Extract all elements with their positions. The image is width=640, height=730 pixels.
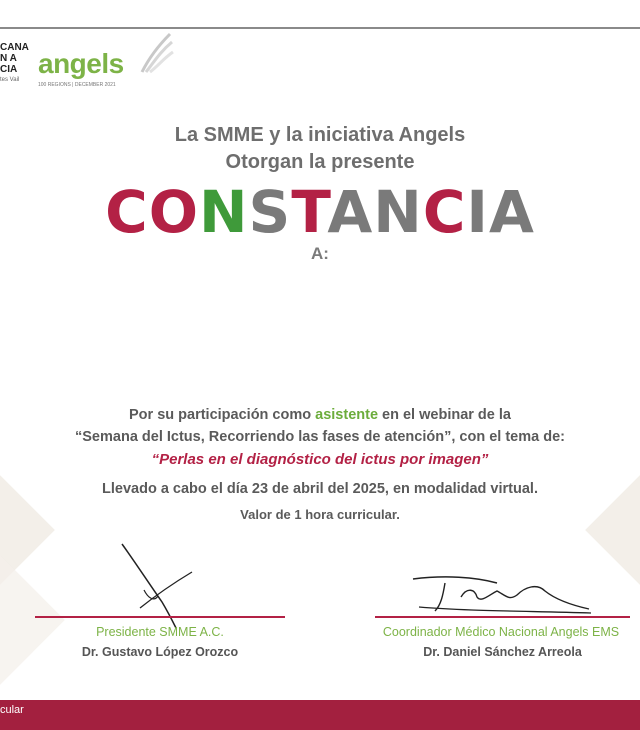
signature-line-right	[375, 616, 630, 618]
angels-wordmark: angels	[38, 48, 124, 79]
signature-line-left	[35, 616, 285, 618]
title-segment: S	[248, 178, 292, 246]
footer-bar	[0, 700, 640, 730]
value-line: Valor de 1 hora curricular.	[240, 507, 400, 522]
recipient-label: A:	[311, 244, 329, 263]
angels-logo	[38, 30, 178, 95]
intro-line-2: Otorgan la presente	[225, 151, 415, 173]
signer-name-right: Dr. Daniel Sánchez Arreola	[423, 645, 582, 659]
smme-logo-line-2: N A	[0, 53, 17, 64]
title-segment: IA	[466, 178, 535, 246]
title-segment: C	[422, 178, 467, 246]
title-segment: AN	[327, 178, 423, 246]
participation-pre: Por su participación como	[129, 407, 316, 423]
smme-logo-sub: tes Vail	[0, 77, 20, 83]
signer-role-left: Presidente SMME A.C.	[96, 625, 224, 639]
smme-logo-line-1: CANA	[0, 42, 29, 53]
role-highlight: asistente	[315, 407, 379, 423]
smme-logo	[0, 42, 29, 86]
signer-role-right: Coordinador Médico Nacional Angels EMS	[382, 625, 620, 639]
title-segment: T	[291, 178, 328, 246]
title-segment: N	[199, 178, 249, 246]
signature-right	[405, 565, 595, 620]
participation-post: en el webinar de la	[378, 407, 511, 423]
certificate-title	[0, 178, 640, 246]
angel-wing-icon	[134, 30, 174, 75]
webinar-line: “Semana del Ictus, Recorriendo las fases de atención”, con el tema de:	[75, 429, 565, 445]
footer-text: cular	[0, 704, 24, 716]
held-line: Llevado a cabo el día 23 de abril del 2025, en modalidad virtual.	[102, 481, 538, 497]
intro-line-1: La SMME y la iniciativa Angels	[174, 124, 466, 146]
participation-line	[0, 404, 640, 426]
smme-logo-line-3: CIA	[0, 64, 18, 75]
signer-name-left: Dr. Gustavo López Orozco	[81, 645, 239, 659]
topic-line: “Perlas en el diagnóstico del ictus por imagen”	[151, 451, 489, 468]
title-segment: CO	[105, 178, 199, 246]
top-rule	[0, 27, 640, 29]
angels-tagline: 100 REGIONS | DECEMBER 2021	[38, 82, 116, 88]
